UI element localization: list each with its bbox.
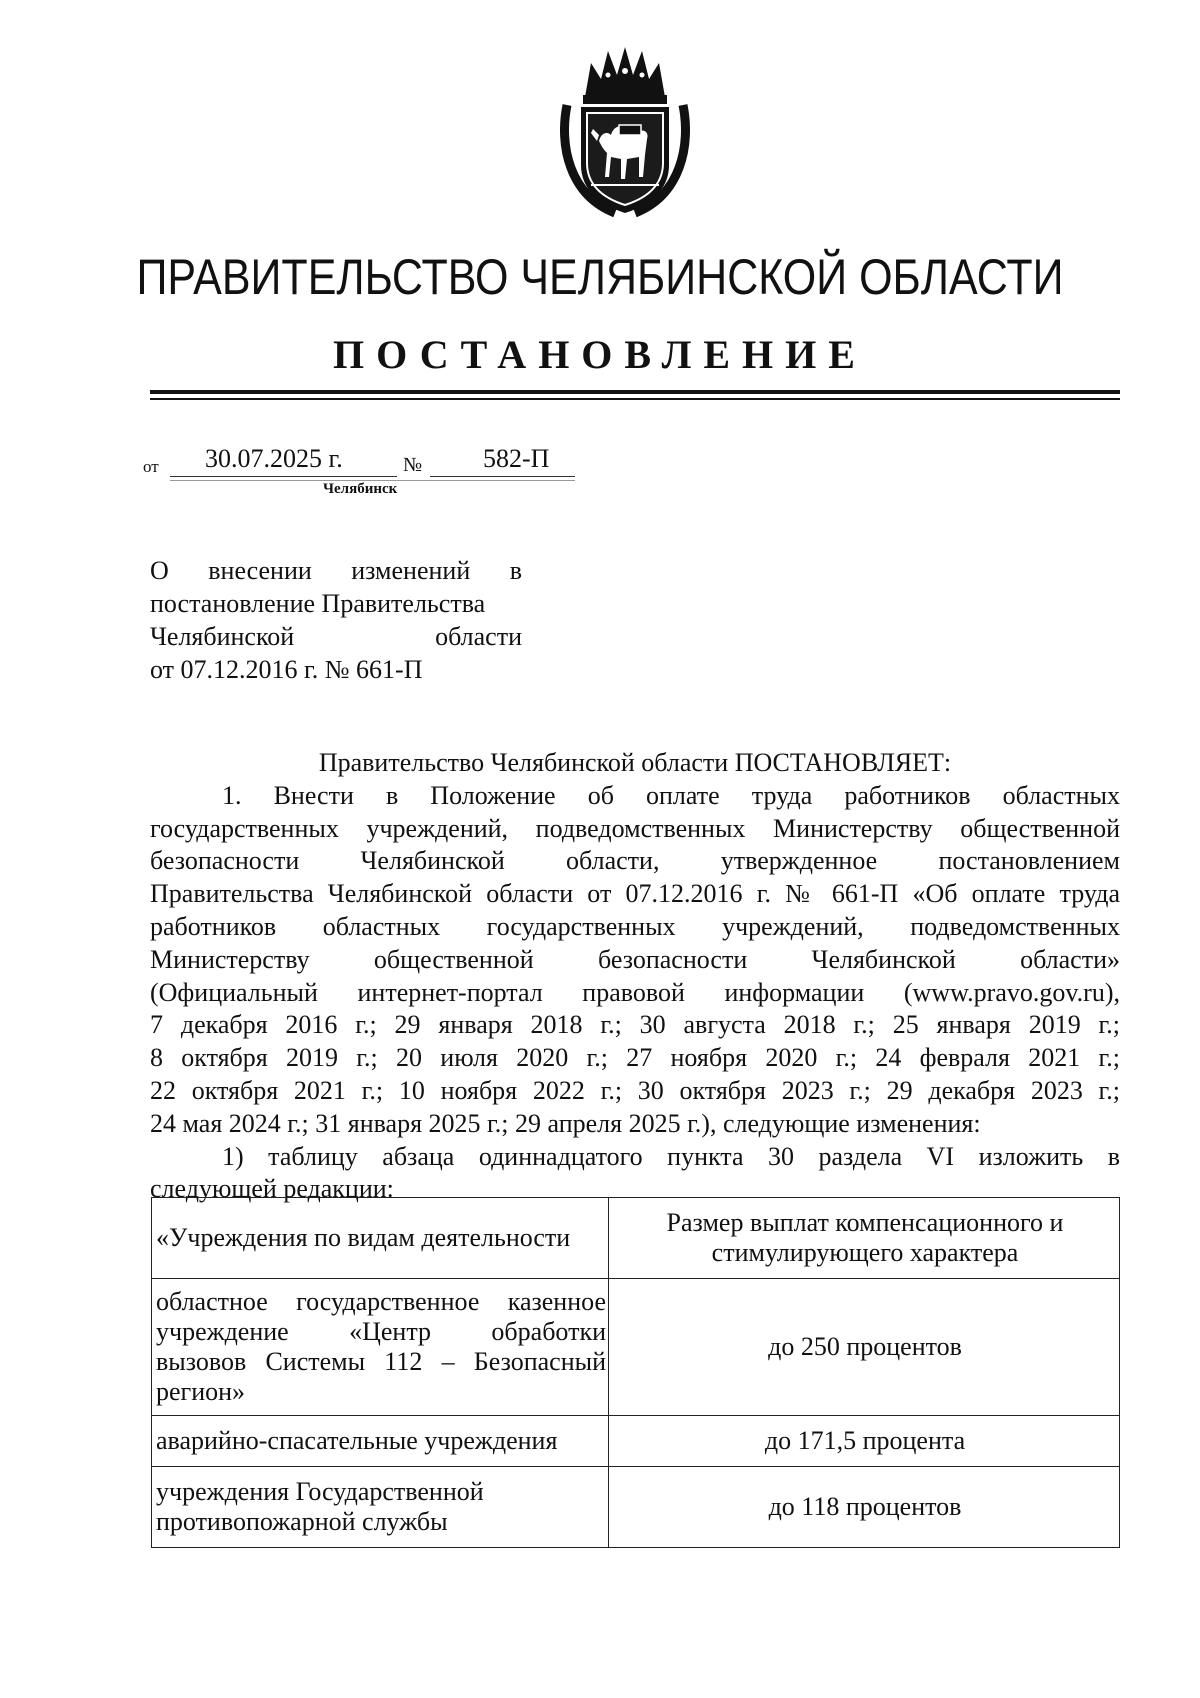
subject-line: Челябинской области [150,622,522,651]
document-number: 582-П [483,444,550,473]
date-underline [170,476,397,477]
body-line: 1. Внести в Положение об оплате труда работников областных [222,780,1120,810]
subject-line: от 07.12.2016 г. № 661-П [150,655,423,684]
table-cell: учреждения Государственной противопожарной службы [152,1467,609,1548]
document-type: ПОСТАНОВЛЕНИЕ [333,332,867,377]
table-row [152,1467,1120,1548]
table-row [152,1279,1120,1416]
document-date: 30.07.2025 г. [205,444,343,473]
body-line: (Официальный интернет-портал правовой информации (www.pravo.gov.ru), [150,977,1120,1007]
document-subject [150,554,522,686]
table-cell: до 118 процентов [609,1467,1120,1548]
table-cell: аварийно-спасательные учреждения [152,1416,609,1467]
body-line: Правительства Челябинской области от 07.12.2016 г. № 661-П «Об оплате труда [150,879,1120,909]
table-cell: до 171,5 процента [609,1416,1120,1467]
payments-table [151,1197,1120,1548]
body-line: 7 декабря 2016 г.; 29 января 2018 г.; 30 августа 2018 г.; 25 января 2019 г.; [150,1010,1120,1040]
header-rule-thick [150,390,1120,394]
table-header-cell: Размер выплат компенсационного и стимулирующего характера [609,1198,1120,1279]
body-line: 22 октября 2021 г.; 10 ноября 2022 г.; 30 октября 2023 г.; 29 декабря 2023 г.; [150,1075,1120,1105]
document-body [150,747,1120,1206]
body-line: следующей редакции: [150,1174,394,1204]
header-rule-thin [150,398,1120,400]
table-header-row [152,1198,1120,1279]
table-header-cell: «Учреждения по видам деятельности [152,1198,609,1279]
authority-title: ПРАВИТЕЛЬСТВО ЧЕЛЯБИНСКОЙ ОБЛАСТИ [136,249,1064,305]
subject-line: постановление Правительства [150,589,486,618]
body-line: государственных учреждений, подведомственных Министерству общественной [150,813,1120,843]
body-line: Министерству общественной безопасности Челябинской области» [150,944,1120,974]
table-row [152,1416,1120,1467]
coat-of-arms-icon [555,45,695,220]
table-cell: областное государственное казенное учреждение «Центр обработки вызовов Системы 112 – Безопасный регион» [152,1279,609,1416]
table-cell: до 250 процентов [609,1279,1120,1416]
body-line: 8 октября 2019 г.; 20 июля 2020 г.; 27 ноября 2020 г.; 24 февраля 2021 г.; [150,1043,1120,1073]
body-line: безопасности Челябинской области, утвержденное постановлением [150,846,1120,876]
city-name: Челябинск [323,481,398,497]
body-line: 24 мая 2024 г.; 31 января 2025 г.; 29 апреля 2025 г.), следующие изменения: [150,1108,981,1138]
date-prefix-label: от [143,457,159,476]
body-line: работников областных государственных учреждений, подведомственных [150,911,1120,941]
body-line: 1) таблицу абзаца одиннадцатого пункта 30 раздела VI изложить в [222,1141,1120,1171]
subject-line: О внесении изменений в [150,556,522,585]
number-label: № [403,454,423,476]
preamble: Правительство Челябинской области ПОСТАНОВЛЯЕТ: [318,748,952,777]
number-underline [430,476,575,477]
